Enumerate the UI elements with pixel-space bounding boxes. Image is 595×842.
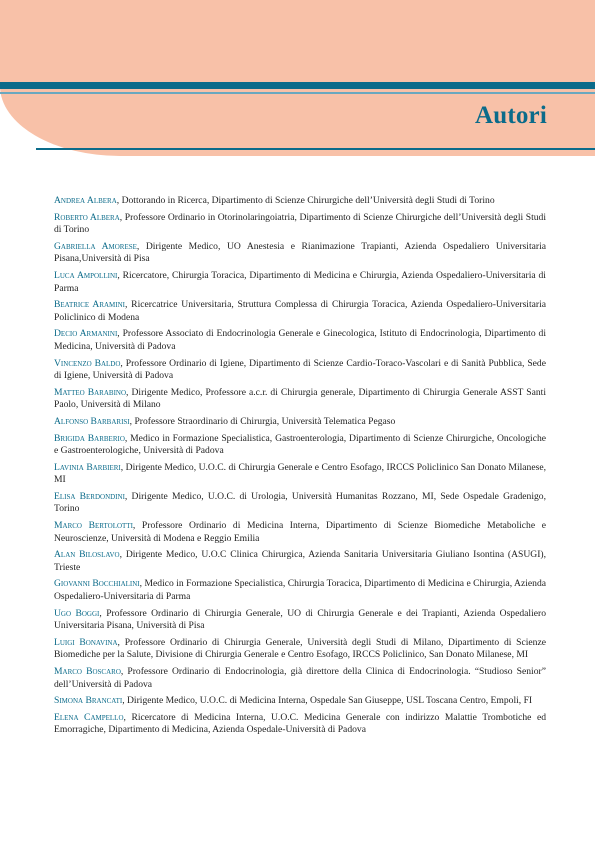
author-affiliation: , Professore Ordinario in Otorinolaringoiatria, Dipartimento di Scienze Chirurgiche dell’Università degli Studi di Torino <box>54 211 546 236</box>
author-affiliation: , Ricercatore di Medicina Interna, U.O.C. Medicina Generale con indirizzo Malattie Trombotiche ed Emorragiche, Dipartimento di Medicina, Azienda Ospedale-Università di Padova <box>54 711 546 736</box>
author-affiliation: , Medico in Formazione Specialistica, Gastroenterologia, Dipartimento di Scienze Chirurgiche, Oncologiche e Gastroenterologiche, Università di Padova <box>54 432 547 457</box>
author-affiliation: , Professore Ordinario di Medicina Interna, Dipartimento di Scienze Biomediche Metaboliche e Neuroscienze, Università di Modena e Reggio Emilia <box>54 520 546 544</box>
author-affiliation: , Ricercatore, Chirurgia Toracica, Dipartimento di Medicina e Chirurgia, Azienda Ospedaliero-Universitaria di Parma <box>54 269 546 294</box>
author-name: Roberto Albera <box>54 211 120 223</box>
author-affiliation: , Dirigente Medico, U.O.C. di Urologia, Università Humanitas Rozzano, MI, Sede Ospedale Gradenigo, Torino <box>54 490 546 515</box>
author-entry <box>54 358 546 383</box>
author-entry <box>54 195 546 208</box>
author-affiliation: , Professore Ordinario di Chirurgia Generale, UO di Chirurgia Generale e dei Trapianti, Azienda Ospedaliero Universitaria Pisana, Università di Pisa <box>54 607 546 632</box>
author-entry <box>54 416 546 429</box>
author-affiliation: , Professore Ordinario di Endocrinologia, già direttore della Clinica di Endocrinologia. “Studioso Senior” dell’Università di Padova <box>54 666 546 690</box>
author-affiliation: , Professore Straordinario di Chirurgia, Università Telematica Pegaso <box>129 415 396 427</box>
author-entry <box>54 462 546 487</box>
author-entry <box>54 666 546 691</box>
author-affiliation: , Dirigente Medico, U.O.C. di Medicina Interna, Ospedale San Giuseppe, USL Toscana Centro, Empoli, FI <box>122 695 533 707</box>
author-name: Gabriella Amorese <box>54 240 137 252</box>
author-name: Alfonso Barbarisi <box>54 415 130 427</box>
author-name: Marco Bertolotti <box>54 520 133 532</box>
author-entry <box>54 328 546 353</box>
author-entry <box>54 578 546 603</box>
author-name: Brigida Barberio <box>54 432 125 444</box>
author-name: Lavinia Barbieri <box>54 461 121 473</box>
author-name: Elena Campello <box>54 711 124 723</box>
author-affiliation: , Dirigente Medico, Professore a.c.r. di Chirurgia generale, Dipartimento di Chirurgia Generale ASST Santi Paolo, Università di Milano <box>54 386 546 411</box>
author-entry <box>54 270 546 295</box>
author-entry <box>54 637 546 662</box>
author-name: Simona Brancati <box>54 695 123 707</box>
author-name: Elisa Berdondini <box>54 490 125 502</box>
author-affiliation: , Dirigente Medico, U.O.C Clinica Chirurgica, Azienda Sanitaria Universitaria Giuliano Isontina (ASUGI), Trieste <box>54 549 546 573</box>
author-entry <box>54 433 546 458</box>
author-list <box>54 195 546 741</box>
author-name: Luigi Bonavina <box>54 636 118 648</box>
author-affiliation: , Dottorando in Ricerca, Dipartimento di Scienze Chirurgiche dell’Università degli Studi di Torino <box>116 195 495 206</box>
author-affiliation: , Professore Ordinario di Igiene, Dipartimento di Scienze Cardio-Toraco-Vascolari e di Sanità Pubblica, Sede di Igiene, Università di Padova <box>54 357 546 382</box>
author-name: Alan Biloslavo <box>54 549 120 561</box>
author-entry <box>54 241 546 266</box>
author-affiliation: , Professore Ordinario di Chirurgia Generale, Università degli Studi di Milano, Dipartimento di Scienze Biomediche per la Salute, Divisione di Chirurgia Generale e Centro Esofago, IRCCS Policlinico, San Donato Milanese, MI <box>54 636 546 661</box>
author-affiliation: , Medico in Formazione Specialistica, Chirurgia Toracica, Dipartimento di Medicina e Chirurgia, Azienda Ospedaliero-Universitaria di Parma <box>54 578 546 603</box>
author-entry <box>54 491 546 516</box>
author-entry <box>54 387 546 412</box>
author-entry <box>54 299 546 324</box>
author-affiliation: , Ricercatrice Universitaria, Struttura Complessa di Chirurgia Toracica, Azienda Ospedaliero-Universitaria Policlinico di Modena <box>54 299 547 323</box>
author-name: Decio Armanini <box>54 328 118 340</box>
author-name: Marco Boscaro <box>54 666 121 677</box>
author-entry <box>54 549 546 574</box>
author-name: Giovanni Bocchialini <box>54 578 140 590</box>
author-entry <box>54 712 546 737</box>
author-entry <box>54 520 546 545</box>
author-name: Vincenzo Baldo <box>54 357 121 369</box>
author-entry <box>54 212 546 237</box>
header-stripe-thin <box>0 92 595 94</box>
author-name: Luca Ampollini <box>54 269 118 281</box>
author-affiliation: , Dirigente Medico, U.O.C. di Chirurgia Generale e Centro Esofago, IRCCS Policlinico San Donato Milanese, MI <box>54 461 546 486</box>
author-affiliation: , Professore Associato di Endocrinologia Generale e Ginecologica, Istituto di Endocrinologia, Dipartimento di Medicina, Università di Padova <box>54 328 546 352</box>
author-entry <box>54 608 546 633</box>
author-name: Matteo Barabino <box>54 386 127 398</box>
header-stripe <box>0 82 595 89</box>
author-name: Beatrice Aramini <box>54 299 126 311</box>
header-rule <box>36 148 595 150</box>
author-entry <box>54 695 546 708</box>
author-name: Ugo Boggi <box>54 607 100 619</box>
header-banner <box>0 0 595 156</box>
page-title: Autori <box>474 102 547 129</box>
author-affiliation: , Dirigente Medico, UO Anestesia e Rianimazione Trapianti, Azienda Ospedaliero Universitaria Pisana,Università di Pisa <box>54 240 546 265</box>
author-name: Andrea Albera <box>54 195 117 206</box>
